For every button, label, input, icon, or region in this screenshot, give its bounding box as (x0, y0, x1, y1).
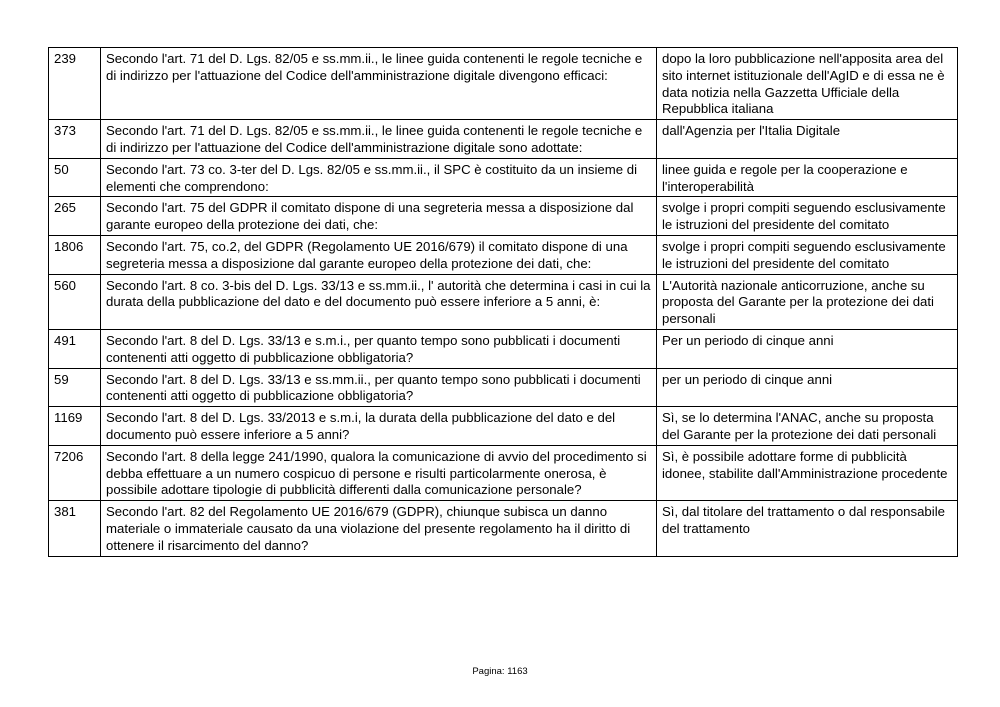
table-row (49, 368, 958, 407)
table-row (49, 407, 958, 446)
answer-text: dall'Agenzia per l'Italia Digitale (657, 120, 958, 159)
questions-table (48, 47, 958, 557)
question-text: Secondo l'art. 71 del D. Lgs. 82/05 e ss.mm.ii., le linee guida contenenti le regole tecniche e di indirizzo per l'attuazione del Codice dell'amministrazione digitale sono adottate: (101, 120, 657, 159)
question-id: 265 (49, 197, 101, 236)
question-id: 373 (49, 120, 101, 159)
question-text: Secondo l'art. 71 del D. Lgs. 82/05 e ss.mm.ii., le linee guida contenenti le regole tecniche e di indirizzo per l'attuazione del Codice dell'amministrazione digitale divengono efficaci: (101, 48, 657, 120)
question-id: 1806 (49, 235, 101, 274)
question-text: Secondo l'art. 8 della legge 241/1990, qualora la comunicazione di avvio del procedimento si debba effettuare a un numero cospicuo di persone e risulti particolarmente onerosa, è possibile adottare tipologie di pubblicità differenti dalla comunicazione personale? (101, 445, 657, 500)
answer-text: svolge i propri compiti seguendo esclusivamente le istruzioni del presidente del comitato (657, 197, 958, 236)
question-text: Secondo l'art. 8 del D. Lgs. 33/13 e s.m.i., per quanto tempo sono pubblicati i documenti contenenti atti oggetto di pubblicazione obbligatoria? (101, 329, 657, 368)
answer-text: Per un periodo di cinque anni (657, 329, 958, 368)
table-row (49, 274, 958, 329)
answer-text: linee guida e regole per la cooperazione e l'interoperabilità (657, 158, 958, 197)
table-row (49, 197, 958, 236)
answer-text: svolge i propri compiti seguendo esclusivamente le istruzioni del presidente del comitato (657, 235, 958, 274)
page-number: Pagina: 1163 (472, 666, 528, 677)
table-row (49, 501, 958, 556)
table-row (49, 235, 958, 274)
question-text: Secondo l'art. 8 co. 3-bis del D. Lgs. 33/13 e ss.mm.ii., l' autorità che determina i casi in cui la durata della pubblicazione del dato e del documento può essere inferiore a 5 anni, è: (101, 274, 657, 329)
answer-text: dopo la loro pubblicazione nell'apposita area del sito internet istituzionale dell'AgID e di essa ne è data notizia nella Gazzetta Ufficiale della Repubblica italiana (657, 48, 958, 120)
table-row (49, 48, 958, 120)
question-id: 7206 (49, 445, 101, 500)
question-id: 381 (49, 501, 101, 556)
table-row (49, 158, 958, 197)
question-id: 491 (49, 329, 101, 368)
question-id: 239 (49, 48, 101, 120)
question-text: Secondo l'art. 75, co.2, del GDPR (Regolamento UE 2016/679) il comitato dispone di una segreteria messa a disposizione dal garante europeo della protezione dei dati, che: (101, 235, 657, 274)
answer-text: per un periodo di cinque anni (657, 368, 958, 407)
question-id: 59 (49, 368, 101, 407)
question-id: 560 (49, 274, 101, 329)
table-row (49, 120, 958, 159)
question-text: Secondo l'art. 8 del D. Lgs. 33/2013 e s.m.i, la durata della pubblicazione del dato e del documento può essere inferiore a 5 anni? (101, 407, 657, 446)
table-row (49, 329, 958, 368)
answer-text: Sì, se lo determina l'ANAC, anche su proposta del Garante per la protezione dei dati personali (657, 407, 958, 446)
table-row (49, 445, 958, 500)
answer-text: L'Autorità nazionale anticorruzione, anche su proposta del Garante per la protezione dei dati personali (657, 274, 958, 329)
question-text: Secondo l'art. 8 del D. Lgs. 33/13 e ss.mm.ii., per quanto tempo sono pubblicati i documenti contenenti atti oggetto di pubblicazione obbligatoria? (101, 368, 657, 407)
question-id: 50 (49, 158, 101, 197)
answer-text: Sì, dal titolare del trattamento o dal responsabile del trattamento (657, 501, 958, 556)
question-text: Secondo l'art. 75 del GDPR il comitato dispone di una segreteria messa a disposizione dal garante europeo della protezione dei dati, che: (101, 197, 657, 236)
question-text: Secondo l'art. 73 co. 3-ter del D. Lgs. 82/05 e ss.mm.ii., il SPC è costituito da un insieme di elementi che comprendono: (101, 158, 657, 197)
question-text: Secondo l'art. 82 del Regolamento UE 2016/679 (GDPR), chiunque subisca un danno materiale o immateriale causato da una violazione del presente regolamento ha il diritto di ottenere il risarcimento del danno? (101, 501, 657, 556)
answer-text: Sì, è possibile adottare forme di pubblicità idonee, stabilite dall'Amministrazione procedente (657, 445, 958, 500)
question-id: 1169 (49, 407, 101, 446)
